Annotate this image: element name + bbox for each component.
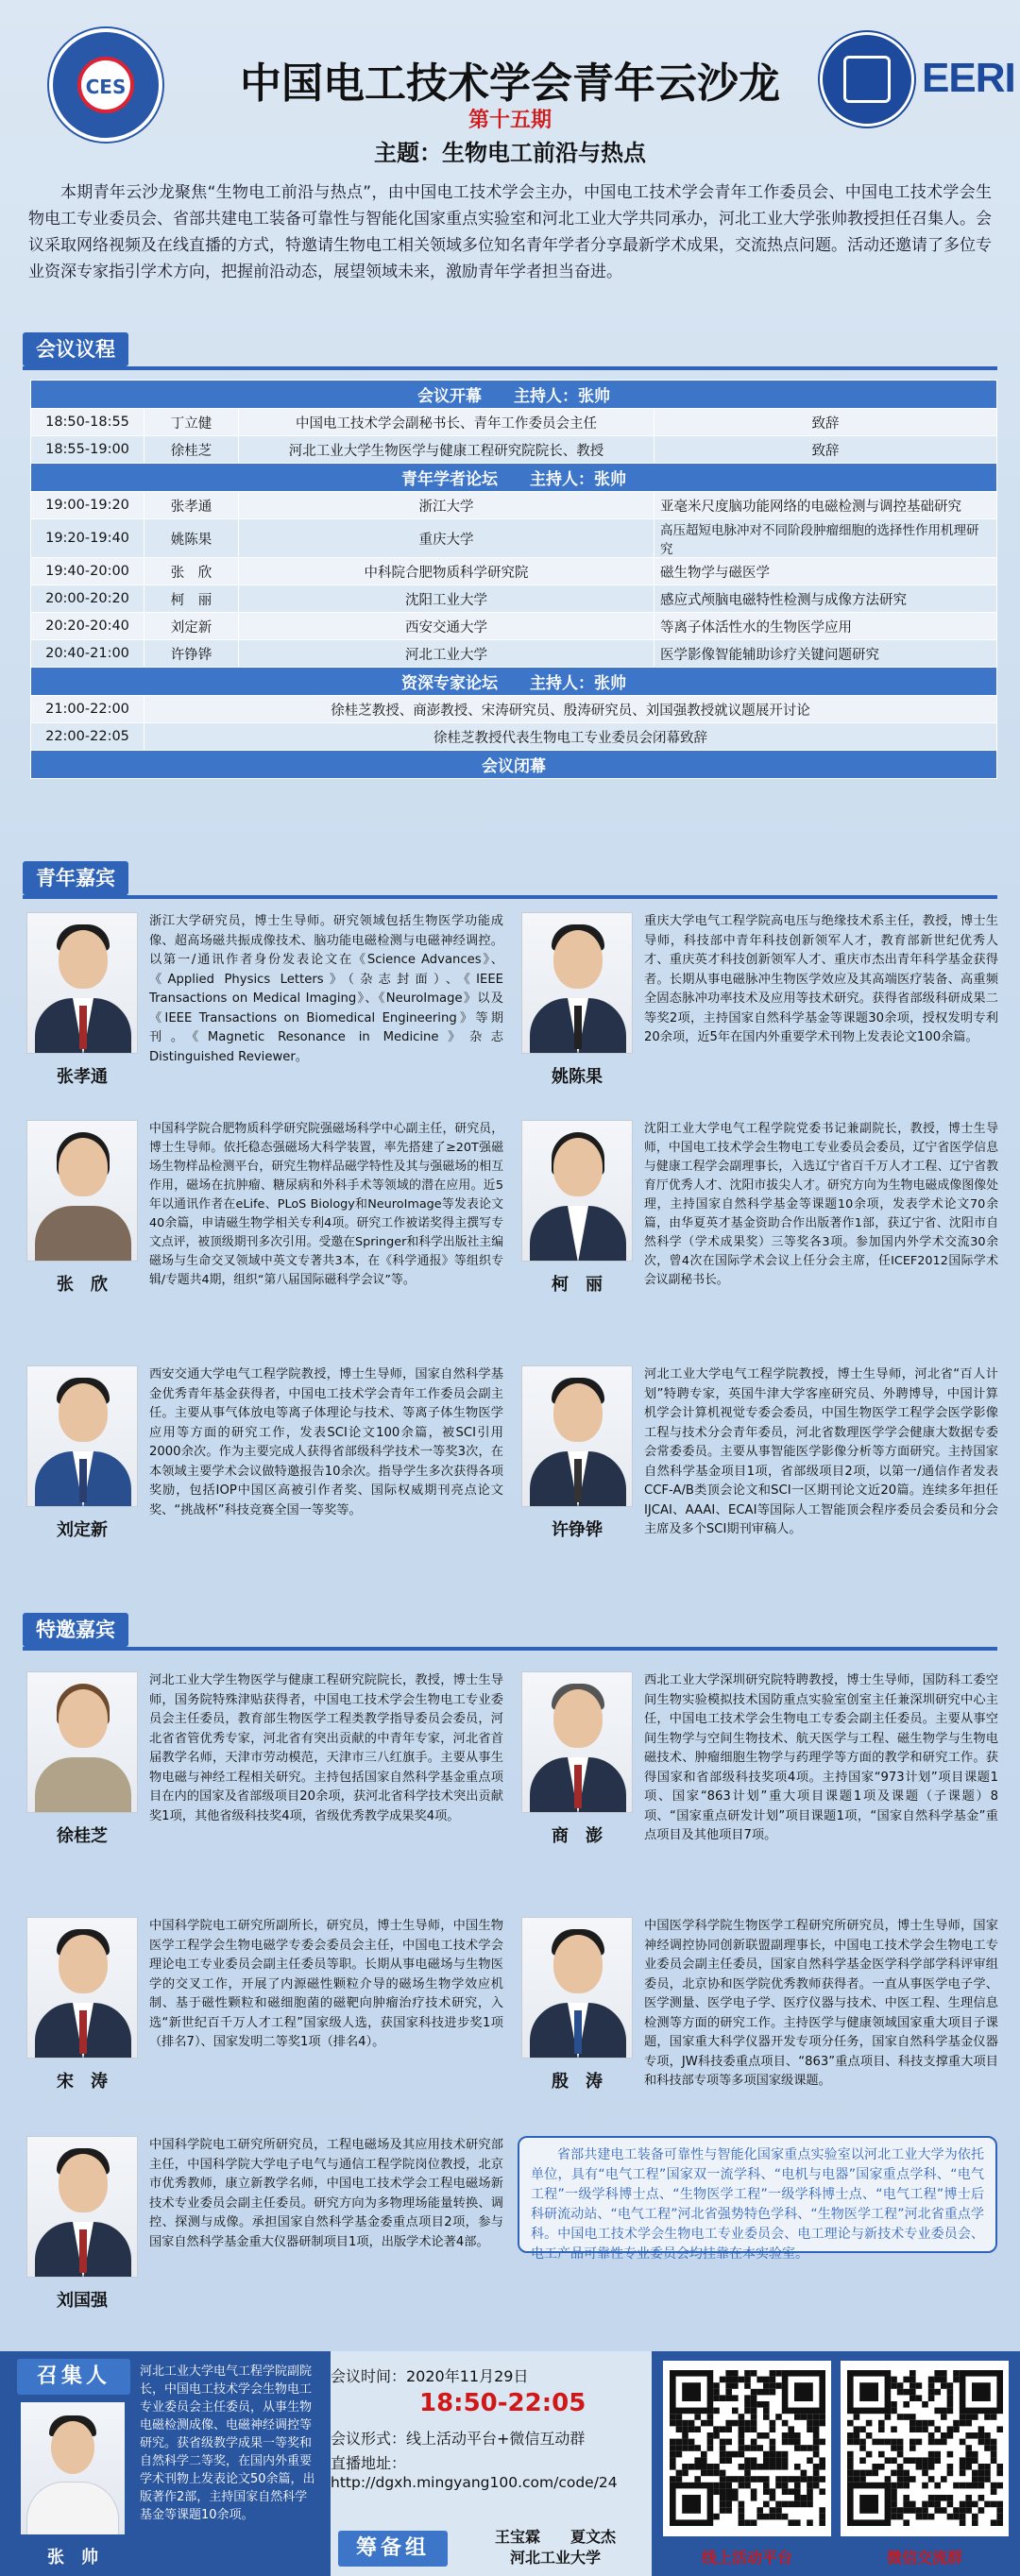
section-divider — [23, 366, 997, 370]
guest-card — [26, 2136, 508, 2344]
guest-card — [26, 1671, 508, 1879]
guest-card — [521, 1671, 1003, 1879]
guest-name: 柯 丽 — [552, 1275, 603, 1295]
prep-members: 王宝霖 夏文杰 河北工业大学 — [494, 2528, 616, 2567]
agenda-row: 19:40-20:00 张 欣 中科院合肥物质科学研究院 磁生物学与磁医学 — [31, 558, 997, 585]
guest-photo — [521, 1671, 633, 1813]
prep-tag: 筹备组 — [338, 2531, 448, 2567]
guest-name: 徐桂芝 — [57, 1826, 108, 1846]
agenda-row: 19:00-19:20 张孝通 浙江大学 亚毫米尺度脑功能网络的电磁检测与调控基础研究 — [31, 492, 997, 519]
guest-photo — [26, 2136, 138, 2278]
guest-card — [26, 1365, 508, 1573]
guest-bio: 中国医学科学院生物医学工程研究所研究员，博士生导师，国家神经调控协同创新联盟副理事长，中国电工技术学会生物电工专业委员会副主任委员，国家自然科学基金医学科学部学科评审组委员，北京协和医学院优秀教师获得者。一直从事医学电子学、医学测量、医学电子学、医疗仪器与技术、中医工程、生理信息检测等方面的研究工作。主持医学与健康领域国家重大项目子课题，国家重大科学仪器开发专项分任务，国家自然科学基金仪器专项，JW科技委重点项目、“863”重点项目、科技支撑重大项目和科技部专项等多项国家级课题。 — [644, 1919, 998, 2088]
guest-name: 许铮铧 — [552, 1520, 603, 1540]
agenda-row: 18:50-18:55 丁立健 中国电工技术学会副秘书长、青年工作委员会主任 致辞 — [31, 409, 997, 436]
section-youth: 青年嘉宾 — [23, 861, 128, 895]
agenda-row: 21:00-22:00 徐桂芝教授、商澎教授、宋涛研究员、殷涛研究员、刘国强教授就议题展开讨论 — [31, 696, 997, 723]
guest-bio: 中国科学院合肥物质科学研究院强磁场科学中心副主任，研究员，博士生导师。依托稳态强磁场大科学装置，率先搭建了≥20T强磁场生物样品检测平台，研究生物样品磁学特性及其与强磁场的相互作用，磁场在抗肿瘤、糖尿病和外科手术等领域的潜在应用。近5年以通讯作者在eLife、PLoS Biology和NeuroImage等发表论文40余篇，申请磁生物学相关专利4项。研究工作被诺奖得主撰写专文点评，被顶级期刊多次引用。受邀在Springer和科学出版社主编磁场与生命交叉领域中英文专著共3本，在《科学通报》等组织专辑/专题共4期，组织“第八届国际磁科学会议”等。 — [149, 1122, 503, 1287]
guest-bio: 沈阳工业大学电气工程学院党委书记兼副院长，教授，博士生导师，中国电工技术学会生物电工专业委员会委员，辽宁省医学信息与健康工程学会副理事长，入选辽宁省百千万人才工程、辽宁省教育厅优秀人才、沈阳市拔尖人才。研究方向为生物电磁成像图像处理，主持国家自然科学基金等课题10余项，发表学术论文70余篇，由华夏英才基金资助合作出版著作1部，获辽宁省、沈阳市自然科学（学术成果奖）三等奖各3项。参加国内外学术交流30余次，曾4次在国际学术会议上任分会主席，任ICEF2012国际学术会议副秘书长。 — [644, 1122, 998, 1287]
page-title: 中国电工技术学会青年云沙龙 — [240, 59, 780, 108]
guest-card — [521, 1917, 1003, 2125]
agenda-closing-header: 会议闭幕 — [31, 751, 997, 779]
guest-card — [521, 1365, 1003, 1573]
issue-number: 第十五期 — [468, 109, 552, 132]
agenda-row: 20:20-20:40 刘定新 西安交通大学 等离子体活性水的生物医学应用 — [31, 613, 997, 640]
agenda-row: 20:00-20:20 柯 丽 沈阳工业大学 感应式颅脑电磁特性检测与成像方法研究 — [31, 585, 997, 613]
guest-name: 张孝通 — [57, 1067, 108, 1087]
footer — [0, 2351, 1020, 2576]
guest-card — [26, 1917, 508, 2125]
guest-bio: 浙江大学研究员，博士生导师。研究领域包括生物医学功能成像、超高场磁共振成像技术、脑功能电磁检测与电磁神经调控。以第一/通讯作者身份发表论文在《Science Advances》、《Applied Physics Letters》（杂志封面）、《IEEE Transactions on Medical Imaging》、《NeuroImage》以及《IEEE Transactions on Biomedical Engineering》等期刊。《Magnetic Resonance in Medicine》杂志 Distinguished Reviewer。 — [149, 914, 503, 1064]
qr-code-platform[interactable] — [663, 2361, 831, 2536]
agenda-row: 19:20-19:40 姚陈果 重庆大学 高压超短电脉冲对不同阶段肿瘤细胞的选择性作用机理研究 — [31, 519, 997, 558]
meeting-date: 会议时间：2020年11月29日 — [331, 2367, 529, 2385]
live-label: 直播地址： — [331, 2454, 407, 2472]
guest-name: 姚陈果 — [552, 1067, 603, 1087]
convener-name: 张 帅 — [47, 2548, 98, 2568]
guest-photo — [26, 1120, 138, 1262]
guest-bio: 河北工业大学电气工程学院教授，博士生导师，河北省“百人计划”特聘专家，英国牛津大学客座研究员、外聘博导，中国计算机学会计算机视觉专委会委员，中国生物医学工程学会医学影像工程与技术分会青年委员，河北省数理医学学会健康大数据专委会常委委员。主要从事智能医学影像分析等方面研究。主持国家自然科学基金项目1项，省部级项目2项，以第一/通信作者发表CCF-A/B类顶会论文和SCI一区期刊论文近20篇。连续多年担任IJCAI、AAAI、ECAI等国际人工智能顶会程序委员会委员和分会主席及多个SCI期刊审稿人。 — [644, 1367, 998, 1536]
eeri-logo: EERI — [922, 55, 1015, 101]
ces-logo: CES — [49, 28, 162, 142]
qr-code-wechat[interactable] — [841, 2361, 1009, 2536]
agenda-table — [30, 380, 997, 779]
guest-card — [521, 912, 1003, 1120]
convener-bio: 河北工业大学电气工程学院副院长，中国电工技术学会生物电工专业委员会主任委员，从事生物电磁检测成像、电磁神经调控等研究。获省级教学成果一等奖和自然科学二等奖，在国内外重要学术刊物上发表论文50余篇，出版著作2部，主持国家自然科学基金等课题10余项。 — [140, 2364, 315, 2522]
guest-photo — [26, 912, 138, 1054]
guest-photo — [26, 1671, 138, 1813]
qr-label: 微信交流群 — [886, 2549, 962, 2567]
section-agenda: 会议议程 — [23, 332, 128, 366]
agenda-opening-header: 会议开幕 主持人：张帅 — [31, 381, 997, 409]
guest-name: 宋 涛 — [57, 2072, 108, 2092]
guest-name: 张 欣 — [57, 1275, 108, 1295]
lab-callout: 省部共建电工装备可靠性与智能化国家重点实验室以河北工业大学为依托单位，具有“电气工程”国家双一流学科、“电机与电器”国家重点学科、“电气工程”一级学科博士点、“生物医学工程”一级学科博士点、“电气工程”博士后科研流动站、“电气工程”河北省强势特色学科、“生物医学工程”河北省重点学科。中国电工技术学会生物电工专业委员会、电工理论与新技术专业委员会、电工产品可靠性专业委员会均挂靠在本实验室。 — [518, 2136, 997, 2253]
guest-bio: 西北工业大学深圳研究院特聘教授，博士生导师，国防科工委空间生物实验模拟技术国防重点实验室创室主任兼深圳研究中心主任，中国电工技术学会生物电工专委会副主任委员。主要从事空间生物学与空间生物技术、航天医学与工程、磁生物学与生物电磁技术、肿瘤细胞生物学与药理学等方面的教学和研究工作。获得国家和省部级科技奖项4项。主持国家“973计划”项目课题1项、国家“863计划”重大项目课题1项及课题（子课题）8项、“国家重点研发计划”项目课题1项，“国家自然科学基金”重点项目及其他项目7项。 — [644, 1673, 998, 1842]
section-divider — [23, 1647, 997, 1651]
agenda-row: 22:00-22:05 徐桂芝教授代表生物电工专业委员会闭幕致辞 — [31, 723, 997, 751]
guest-bio: 重庆大学电气工程学院高电压与绝缘技术系主任，教授，博士生导师，科技部中青年科技创新领军人才，教育部新世纪优秀人才、重庆英才科技创新领军人才、重庆市杰出青年科学基金获得者。长期从事电磁脉冲生物医学效应及其高端医疗装备、高重频全固态脉冲功率技术及应用等技术研究。获得省部级科研成果二等奖2项，主持国家自然科学基金等课题30余项，授权发明专利20余项，近5年在国内外重要学术刊物上发表论文100余篇。 — [644, 914, 998, 1044]
guest-card — [26, 1120, 508, 1328]
section-invited: 特邀嘉宾 — [23, 1613, 128, 1647]
guest-card — [26, 912, 508, 1120]
intro-paragraph: 本期青年云沙龙聚焦“生物电工前沿与热点”，由中国电工技术学会主办，中国电工技术学会青年工作委员会、中国电工技术学会生物电工专业委员会、省部共建电工装备可靠性与智能化国家重点实验室和河北工业大学共同承办，河北工业大学张帅教授担任召集人。会议采取网络视频及在线直播的方式，特邀请生物电工相关领域多位知名青年学者分享最新学术成果，交流热点问题。活动还邀请了多位专业资深专家指引学术方向，把握前沿动态，展望领域未来，激励青年学者担当奋进。 — [28, 183, 992, 281]
theme: 主题：生物电工前沿与热点 — [374, 140, 646, 166]
guest-bio: 中国科学院电工研究所副所长，研究员，博士生导师，中国生物医学工程学会生物电磁学专委会委员会主任，中国电工技术学会理论电工专业委员会副主任委员等职。长期从事电磁场与生物医学的交叉工作，开展了内源磁性颗粒介导的磁场生物学效应机制、基于磁性颗粒和磁细胞菌的磁靶向肿瘤治疗技术研究，入选“新世纪百千万人才工程”国家级人选，获国家科技进步奖1项（排名7）、国家发明二等奖1项（排名4）。 — [149, 1919, 503, 2049]
convener-tag: 召集人 — [17, 2359, 130, 2395]
guest-bio: 河北工业大学生物医学与健康工程研究院院长，教授，博士生导师，国务院特殊津贴获得者，中国电工技术学会生物电工专业委员会主任委员，教育部生物医学工程类教学指导委员会委员，河北省省管优秀专家，河北省有突出贡献的中青年专家，河北省首届教学名师，天津市劳动模范，天津市三八红旗手。主要从事生物电磁与神经工程相关研究。主持包括国家自然科学基金重点项目在内的国家及省部级项目20余项，获河北省科学技术突出贡献奖1项，其他省级科技奖4项，省级优秀教学成果奖4项。 — [149, 1673, 503, 1823]
guest-photo — [26, 1917, 138, 2059]
guest-name: 刘定新 — [57, 1520, 108, 1540]
guest-name: 刘国强 — [57, 2291, 108, 2311]
guest-photo — [521, 1917, 633, 2059]
guest-bio: 西安交通大学电气工程学院教授，博士生导师，国家自然科学基金优秀青年基金获得者，中国电工技术学会青年工作委员会副主任。主要从事气体放电等离子体理论与技术、等离子体生物医学应用等方面的研究工作，发表SCI论文100余篇，被SCI引用2000余次。作为主要完成人获得省部级科学技术一等奖3次，在本领域主要学术会议做特邀报告10余次。指导学生多次获得各项奖励，包括IOP中国区高被引作者奖、国际权威期刊亮点论文奖、“挑战杯”科技竞赛全国一等奖等。 — [149, 1367, 503, 1517]
guest-photo — [521, 912, 633, 1054]
guest-photo — [521, 1120, 633, 1262]
agenda-row: 18:55-19:00 徐桂芝 河北工业大学生物医学与健康工程研究院院长、教授 致辞 — [31, 436, 997, 464]
agenda-row: 20:40-21:00 许铮铧 河北工业大学 医学影像智能辅助诊疗关键问题研究 — [31, 640, 997, 668]
guest-bio: 中国科学院电工研究所研究员，工程电磁场及其应用技术研究部主任，中国科学院大学电子电气与通信工程学院岗位教授，北京市优秀教师，康立新教学名师，中国电工技术学会工程电磁场新技术专业委员会副主任委员。研究方向为多物理场能量转换、调控、探测与成像。承担国家自然科学基金委重点项目2项，参与国家自然科学基金重大仪器研制项目1项，出版学术论著4部。 — [149, 2138, 503, 2249]
guest-card — [521, 1120, 1003, 1328]
agenda-forum-header: 青年学者论坛 主持人：张帅 — [31, 464, 997, 492]
guest-name: 殷 涛 — [552, 2072, 603, 2092]
convener-photo — [21, 2402, 125, 2534]
meeting-time: 18:50-22:05 — [419, 2389, 586, 2417]
meeting-form: 会议形式：线上活动平台+微信互动群 — [331, 2430, 586, 2448]
guest-name: 商 澎 — [552, 1826, 603, 1846]
meeting-info — [331, 2351, 652, 2576]
guest-photo — [26, 1365, 138, 1507]
guest-photo — [521, 1365, 633, 1507]
agenda-expert-header: 资深专家论坛 主持人：张帅 — [31, 668, 997, 696]
live-url[interactable]: http://dgxh.mingyang100.com/code/24 — [331, 2474, 618, 2491]
qr-label: 线上活动平台 — [701, 2549, 792, 2567]
section-divider — [23, 895, 997, 899]
